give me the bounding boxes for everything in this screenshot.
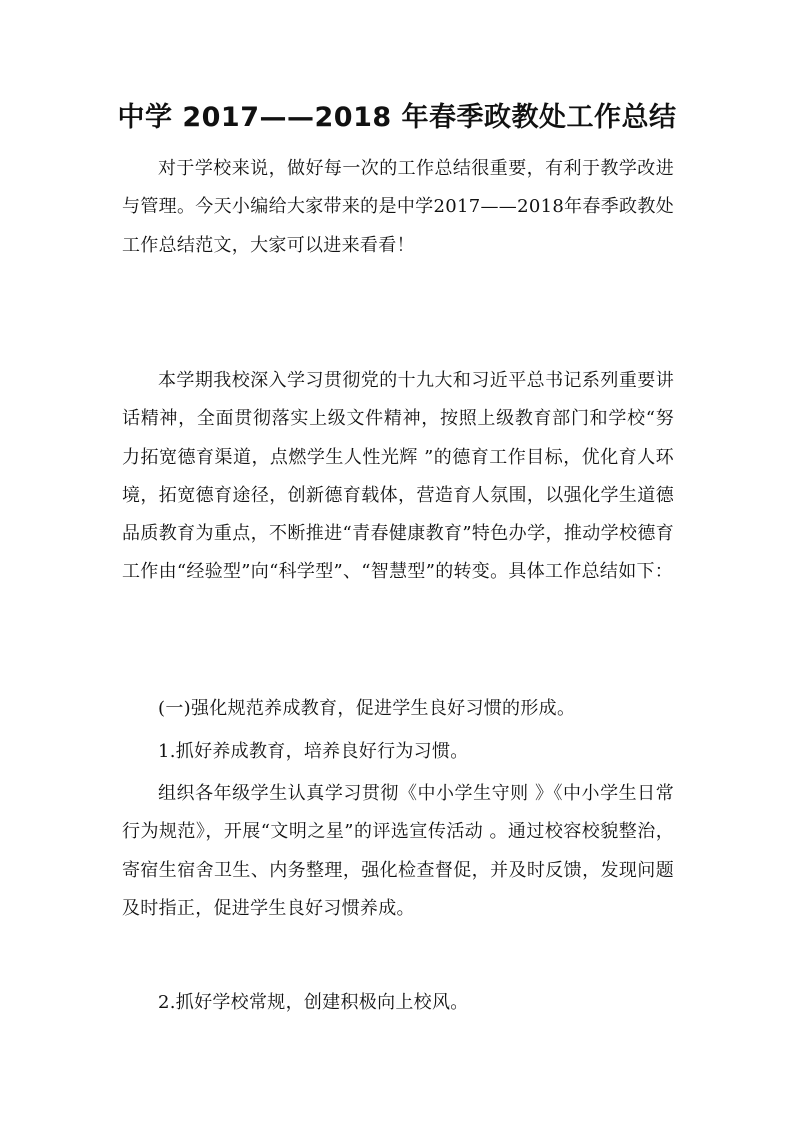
- subsection-heading-1: 1.抓好养成教育，培养良好行为习惯。: [158, 741, 469, 762]
- document-title: 中学 2017——2018 年春季政教处工作总结: [117, 102, 677, 133]
- section-heading-1: (一)强化规范养成教育，促进学生良好习惯的形成。: [158, 698, 576, 719]
- intro-paragraph: 对于学校来说，做好每一次的工作总结很重要，有利于教学改进与管理。今天小编给大家带来的是中学2017——2018年春季政教处工作总结范文，大家可以进来看看！: [122, 158, 674, 256]
- body-paragraph-1: 本学期我校深入学习贯彻党的十九大和习近平总书记系列重要讲话精神，全面贯彻落实上级文件精神，按照上级教育部门和学校“努力拓宽德育渠道，点燃学生人性光辉 ”的德育工作目标，优化育人环境，拓宽德育途径，创新德育载体，营造育人氛围，以强化学生道德品质教育为重点，不断推进“青春健康教育”特色办学，推动学校德育工作由“经验型”向“科学型”、“智慧型”的转变。具体工作总结如下：: [122, 370, 674, 583]
- subsection-heading-2: 2.抓好学校常规，创建积极向上校风。: [158, 992, 469, 1013]
- body-paragraph-2: 组织各年级学生认真学习贯彻《中小学生守则 》《中小学生日常行为规范》，开展“文明之星”的评选宣传活动 。通过校容校貌整治，寄宿生宿舍卫生、内务整理，强化检查督促，并及时反馈，发现问题及时指正，促进学生良好习惯养成。: [122, 783, 674, 919]
